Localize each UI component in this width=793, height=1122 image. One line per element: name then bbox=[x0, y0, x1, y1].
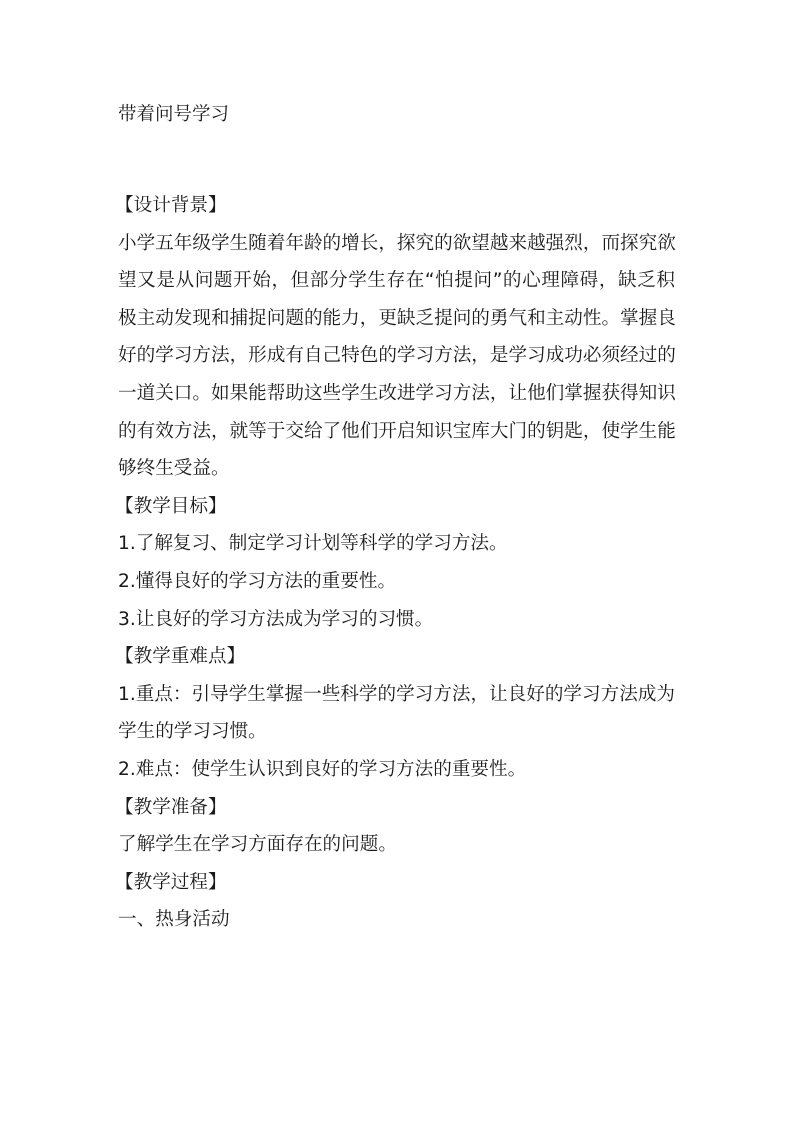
section-heading-key-difficult-points: 【教学重难点】 bbox=[115, 646, 246, 668]
preparation-line: 了解学生在学习方面存在的问题。 bbox=[118, 834, 397, 856]
paragraph-line: 极主动发现和捕捉问题的能力，更缺乏提问的勇气和主动性。掌握良 bbox=[118, 307, 676, 329]
objective-item: 1.了解复习、制定学习计划等科学的学习方法。 bbox=[118, 533, 508, 555]
section-heading-teaching-process: 【教学过程】 bbox=[115, 871, 227, 893]
paragraph-line: 小学五年级学生随着年龄的增长，探究的欲望越来越强烈，而探究欲 bbox=[118, 232, 676, 254]
document-body bbox=[115, 187, 678, 939]
section-heading-teaching-objectives: 【教学目标】 bbox=[115, 495, 227, 517]
key-point-line: 1.重点：引导学生掌握一些科学的学习方法，让良好的学习方法成为 bbox=[118, 683, 675, 705]
objective-item: 3.让良好的学习方法成为学习的习惯。 bbox=[118, 608, 434, 630]
paragraph-line: 好的学习方法，形成有自己特色的学习方法，是学习成功必须经过的 bbox=[118, 345, 676, 367]
difficult-point-line: 2.难点：使学生认识到良好的学习方法的重要性。 bbox=[118, 758, 527, 780]
section-heading-teaching-preparation: 【教学准备】 bbox=[115, 796, 227, 818]
paragraph-line: 的有效方法，就等于交给了他们开启知识宝库大门的钥匙，使学生能 bbox=[118, 420, 676, 442]
document-title: 带着问号学习 bbox=[118, 104, 230, 125]
paragraph-line: 望又是从问题开始，但部分学生存在“怕提问”的心理障碍，缺乏积 bbox=[118, 270, 675, 292]
paragraph-line: 够终生受益。 bbox=[118, 458, 230, 480]
key-point-line: 学生的学习习惯。 bbox=[118, 721, 267, 743]
paragraph-line: 一道关口。如果能帮助这些学生改进学习方法，让他们掌握获得知识 bbox=[118, 382, 676, 404]
process-step-line: 一、热身活动 bbox=[118, 909, 230, 931]
section-heading-design-background: 【设计背景】 bbox=[115, 195, 227, 216]
objective-item: 2.懂得良好的学习方法的重要性。 bbox=[118, 570, 397, 592]
